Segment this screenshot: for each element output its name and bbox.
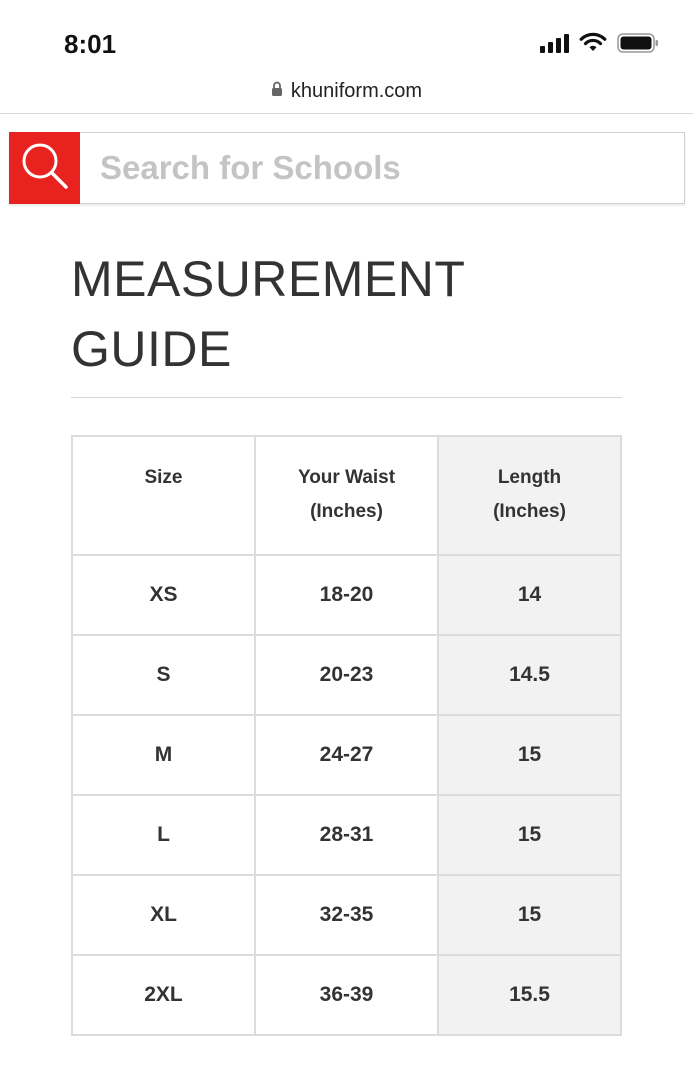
status-icons: [540, 32, 659, 53]
cellular-signal-icon: [540, 33, 569, 53]
page-title-line2: GUIDE: [71, 321, 232, 377]
measurement-table: [71, 435, 622, 1036]
table-header-row: [72, 436, 621, 555]
table-row: [72, 715, 621, 795]
table-row: [72, 555, 621, 635]
cell-size: XS: [72, 555, 255, 635]
search-icon: [19, 140, 71, 197]
table-row: [72, 795, 621, 875]
header-label: Length: [497, 467, 562, 488]
cell-length: 14.5: [438, 635, 621, 715]
battery-icon: [617, 33, 659, 53]
header-size: [72, 436, 255, 555]
table-row: [72, 955, 621, 1035]
page-title-line1: MEASUREMENT: [71, 251, 466, 307]
search-button[interactable]: [9, 132, 80, 204]
page-title: [71, 244, 631, 384]
cell-waist: 32-35: [255, 875, 438, 955]
cell-size: S: [72, 635, 255, 715]
status-bar: [0, 0, 693, 70]
cell-waist: 28-31: [255, 795, 438, 875]
cell-size: M: [72, 715, 255, 795]
cell-waist: 24-27: [255, 715, 438, 795]
address-bar[interactable]: [0, 70, 693, 114]
table-row: [72, 635, 621, 715]
cell-length: 15: [438, 795, 621, 875]
cell-length: 15.5: [438, 955, 621, 1035]
cell-length: 15: [438, 715, 621, 795]
cell-waist: 20-23: [255, 635, 438, 715]
header-label: Size: [144, 467, 183, 488]
cell-length: 14: [438, 555, 621, 635]
cell-waist: 36-39: [255, 955, 438, 1035]
wifi-icon: [579, 32, 607, 53]
cell-size: XL: [72, 875, 255, 955]
url-text[interactable]: khuniform.com: [290, 80, 423, 102]
header-length: [438, 436, 621, 555]
cell-size: L: [72, 795, 255, 875]
cell-length: 15: [438, 875, 621, 955]
status-time: 8:01: [64, 29, 117, 59]
lock-icon: [271, 81, 283, 102]
header-waist: [255, 436, 438, 555]
divider: [71, 397, 622, 398]
header-label: (Inches): [310, 501, 383, 522]
table-row: [72, 875, 621, 955]
search-input[interactable]: [80, 133, 684, 203]
school-search: [9, 132, 685, 204]
cell-waist: 18-20: [255, 555, 438, 635]
header-label: (Inches): [493, 501, 566, 522]
header-label: Your Waist: [297, 467, 396, 488]
cell-size: 2XL: [72, 955, 255, 1035]
